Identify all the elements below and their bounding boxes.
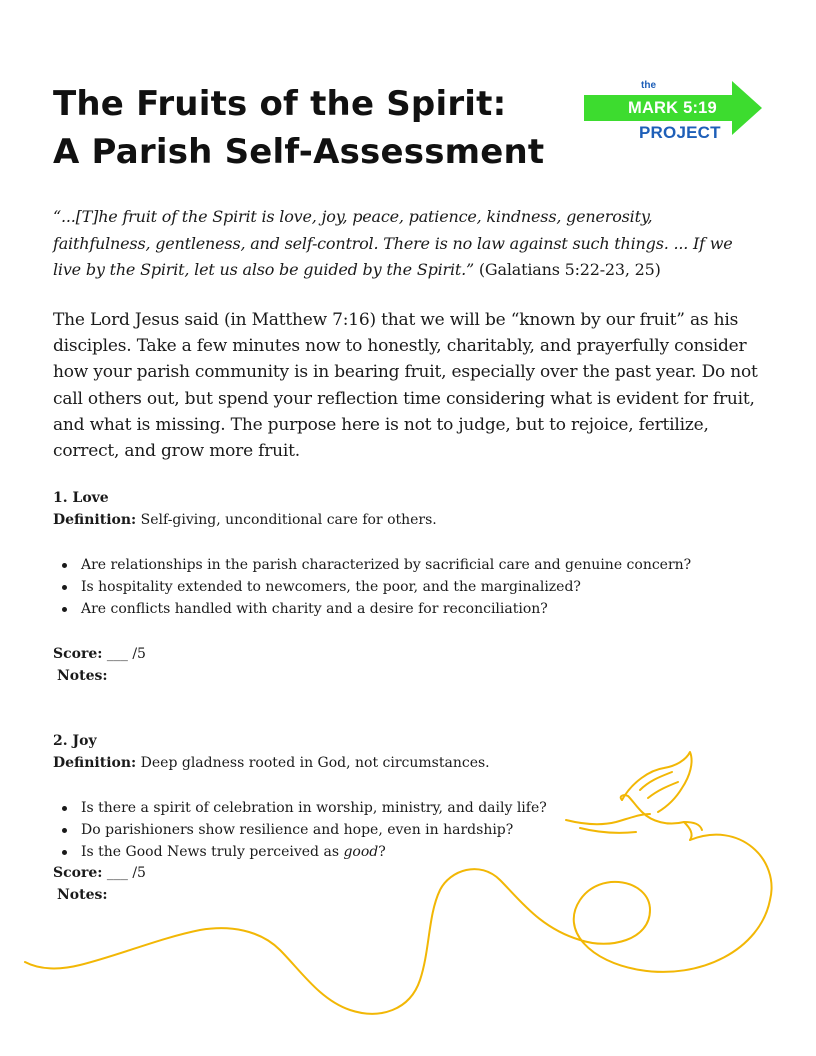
logo-project: PROJECT	[639, 123, 721, 142]
score-field[interactable]	[53, 646, 146, 662]
list-item: Are relationships in the parish characterized by sacrificial care and genuine concern?	[53, 554, 691, 576]
question-end: ?	[378, 844, 386, 860]
mark-519-project-logo	[582, 80, 764, 150]
section-definition	[53, 512, 437, 528]
question-text: Is the Good News truly perceived as	[81, 844, 344, 860]
list-item: Are conflicts handled with charity and a desire for reconciliation?	[53, 598, 691, 620]
scripture-quote	[53, 204, 753, 284]
title-line-2: A Parish Self-Assessment	[53, 132, 545, 172]
notes-label: Notes:	[57, 668, 108, 684]
scripture-reference: (Galatians 5:22-23, 25)	[474, 260, 661, 279]
section-joy	[53, 733, 773, 913]
section-definition	[53, 755, 490, 771]
definition-label: Definition:	[53, 755, 137, 771]
definition-text: Self-giving, unconditional care for others.	[136, 512, 437, 528]
score-label: Score:	[53, 646, 103, 662]
title-line-1: The Fruits of the Spirit:	[53, 84, 507, 124]
list-item: Is hospitality extended to newcomers, the poor, and the marginalized?	[53, 576, 691, 598]
question-list	[53, 797, 547, 863]
list-item	[53, 841, 547, 863]
logo-the: the	[641, 80, 656, 91]
score-label: Score:	[53, 865, 103, 881]
list-item: Is there a spirit of celebration in worship, ministry, and daily life?	[53, 797, 547, 819]
scripture-text: “...[T]he fruit of the Spirit is love, joy, peace, patience, kindness, generosity, faithfulness, gentleness, and self-control. There is no law against such things. ... If we live by the Spirit, let us also be guided by the Spirit.”	[53, 207, 733, 279]
score-blank: ___ /5	[102, 646, 146, 662]
question-emphasis: good	[343, 844, 379, 860]
score-blank: ___ /5	[102, 865, 146, 881]
notes-label: Notes:	[57, 887, 108, 903]
question-list	[53, 554, 691, 620]
definition-text: Deep gladness rooted in God, not circumstances.	[136, 755, 490, 771]
definition-label: Definition:	[53, 512, 137, 528]
score-field[interactable]	[53, 865, 146, 881]
section-love	[53, 490, 773, 690]
section-heading: 2. Joy	[53, 733, 97, 749]
intro-paragraph: The Lord Jesus said (in Matthew 7:16) that we will be “known by our fruit” as his disciples. Take a few minutes now to honestly, charitably, and prayerfully consider how your parish community is in bearing fruit, especially over the past year. Do not call others out, but spend your reflection time considering what is evident for fruit, and what is missing. The purpose here is not to judge, but to rejoice, fertilize, correct, and grow more fruit.	[53, 310, 758, 462]
logo-mark: MARK 5:19	[628, 99, 717, 117]
section-heading: 1. Love	[53, 490, 109, 506]
list-item: Do parishioners show resilience and hope, even in hardship?	[53, 819, 547, 841]
page-title	[53, 80, 544, 176]
